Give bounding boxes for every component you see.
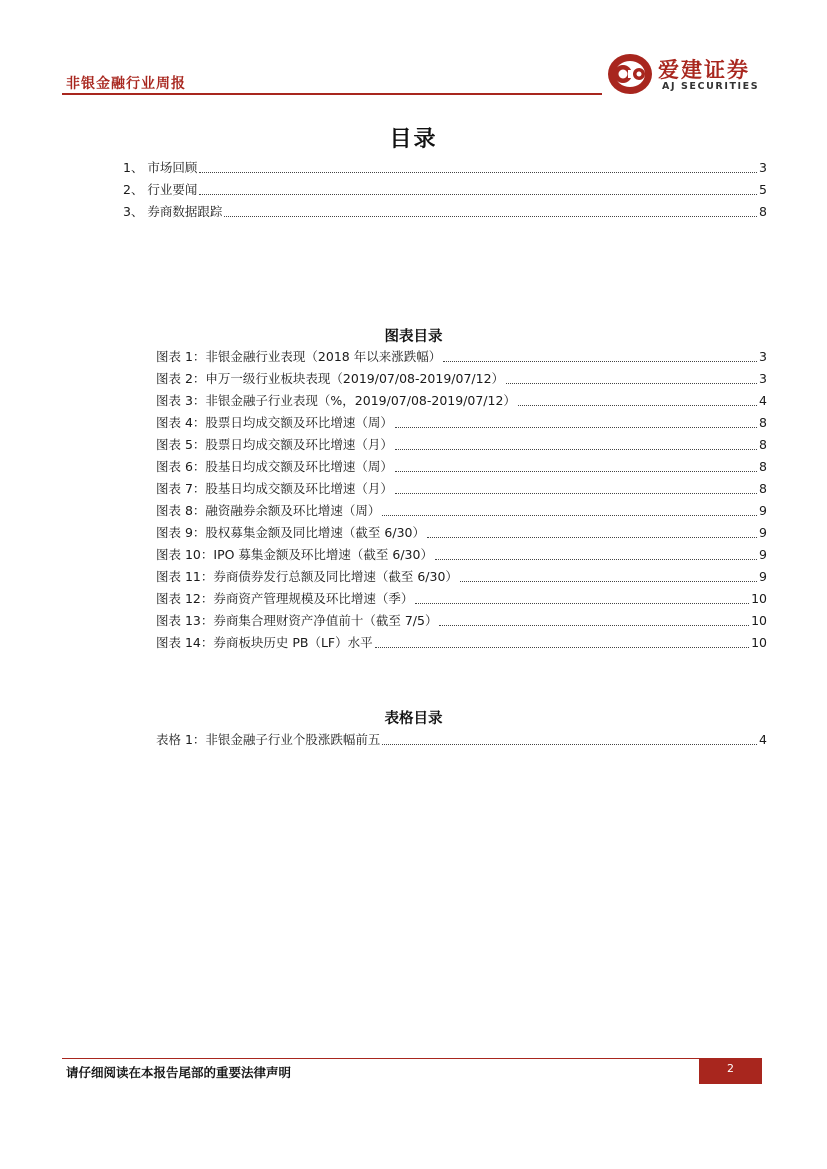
- dot-leader: [395, 435, 757, 450]
- figure-entry-label: 图表 10：IPO 募集金额及环比增速（截至 6/30）: [156, 547, 433, 562]
- figure-entry-page: 8: [759, 481, 767, 496]
- figure-entry-label: 图表 5：股票日均成交额及环比增速（月）: [156, 437, 393, 452]
- figure-entry-label: 图表 11：券商债券发行总额及同比增速（截至 6/30）: [156, 569, 458, 584]
- toc-entry[interactable]: [123, 158, 767, 178]
- dot-leader: [439, 611, 749, 626]
- figure-entry-page: 4: [759, 393, 767, 408]
- table-entry-page: 4: [759, 732, 767, 747]
- footer-divider: [62, 1058, 762, 1059]
- logo-chinese-name: 爱建证券: [658, 57, 750, 82]
- figure-entry[interactable]: [156, 391, 767, 411]
- figure-entry[interactable]: [156, 479, 767, 499]
- logo-mark-icon: [606, 52, 654, 96]
- logo-english-name: AJ SECURITIES: [662, 81, 760, 92]
- page-number: 2: [699, 1059, 762, 1084]
- figure-entry[interactable]: [156, 457, 767, 477]
- company-logo: [606, 52, 772, 98]
- dot-leader: [199, 180, 757, 195]
- table-entry-label: 表格 1：非银金融子行业个股涨跌幅前五: [156, 732, 381, 747]
- figure-entry-page: 9: [759, 547, 767, 562]
- figure-entry-label: 图表 8：融资融券余额及环比增速（周）: [156, 503, 381, 518]
- toc-entry-label: 1、 市场回顾: [123, 160, 198, 175]
- toc-title: 目录: [389, 127, 438, 152]
- dot-leader: [382, 501, 757, 516]
- header-divider: [62, 93, 602, 95]
- dot-leader: [427, 523, 757, 538]
- figure-entry-page: 8: [759, 415, 767, 430]
- dot-leader: [395, 413, 757, 428]
- figure-entry[interactable]: [156, 523, 767, 543]
- figure-entry-label: 图表 6：股基日均成交额及环比增速（周）: [156, 459, 393, 474]
- toc-entry-page: 3: [759, 160, 767, 175]
- figure-entry[interactable]: [156, 567, 767, 587]
- toc-entry-page: 5: [759, 182, 767, 197]
- dot-leader: [435, 545, 757, 560]
- figure-entry[interactable]: [156, 589, 767, 609]
- figure-entry[interactable]: [156, 369, 767, 389]
- figure-entry-label: 图表 9：股权募集金额及同比增速（截至 6/30）: [156, 525, 425, 540]
- figure-entry[interactable]: [156, 435, 767, 455]
- figure-entry-page: 8: [759, 437, 767, 452]
- figure-entry-page: 9: [759, 569, 767, 584]
- figure-entry-label: 图表 3：非银金融子行业表现（%，2019/07/08-2019/07/12）: [156, 393, 516, 408]
- dot-leader: [224, 202, 757, 217]
- dot-leader: [518, 391, 757, 406]
- figure-entry-page: 8: [759, 459, 767, 474]
- dot-leader: [395, 457, 757, 472]
- dot-leader: [460, 567, 757, 582]
- dot-leader: [443, 347, 757, 362]
- figure-entry-label: 图表 13：券商集合理财资产净值前十（截至 7/5）: [156, 613, 438, 628]
- dot-leader: [415, 589, 749, 604]
- figure-entry[interactable]: [156, 347, 767, 367]
- figure-entry[interactable]: [156, 501, 767, 521]
- figure-entry[interactable]: [156, 611, 767, 631]
- figures-title: 图表目录: [384, 329, 443, 345]
- legal-notice: 请仔细阅读在本报告尾部的重要法律声明: [66, 1065, 292, 1080]
- dot-leader: [382, 730, 757, 745]
- figure-entry-page: 3: [759, 349, 767, 364]
- toc-entry-label: 3、 券商数据跟踪: [123, 204, 223, 219]
- toc-entry-page: 8: [759, 204, 767, 219]
- figure-entry-label: 图表 12：券商资产管理规模及环比增速（季）: [156, 591, 414, 606]
- figure-entry[interactable]: [156, 545, 767, 565]
- dot-leader: [395, 479, 757, 494]
- figure-entry-page: 10: [751, 591, 767, 606]
- dot-leader: [506, 369, 757, 384]
- report-section-title: 非银金融行业周报: [66, 76, 186, 92]
- figure-entry-page: 9: [759, 525, 767, 540]
- figure-entry[interactable]: [156, 413, 767, 433]
- figure-entry-page: 9: [759, 503, 767, 518]
- toc-entry[interactable]: [123, 202, 767, 222]
- dot-leader: [375, 633, 749, 648]
- table-entry[interactable]: [156, 730, 767, 750]
- figure-entry-page: 10: [751, 613, 767, 628]
- figure-entry-label: 图表 4：股票日均成交额及环比增速（周）: [156, 415, 393, 430]
- figure-entry-label: 图表 7：股基日均成交额及环比增速（月）: [156, 481, 393, 496]
- toc-entry[interactable]: [123, 180, 767, 200]
- tables-title: 表格目录: [384, 711, 443, 727]
- figure-entry-label: 图表 1：非银金融行业表现（2018 年以来涨跌幅）: [156, 349, 442, 364]
- figure-entry-label: 图表 14：券商板块历史 PB（LF）水平: [156, 635, 373, 650]
- figure-entry[interactable]: [156, 633, 767, 653]
- dot-leader: [199, 158, 757, 173]
- figure-entry-label: 图表 2：申万一级行业板块表现（2019/07/08-2019/07/12）: [156, 371, 505, 386]
- toc-entry-label: 2、 行业要闻: [123, 182, 198, 197]
- figure-entry-page: 3: [759, 371, 767, 386]
- figure-entry-page: 10: [751, 635, 767, 650]
